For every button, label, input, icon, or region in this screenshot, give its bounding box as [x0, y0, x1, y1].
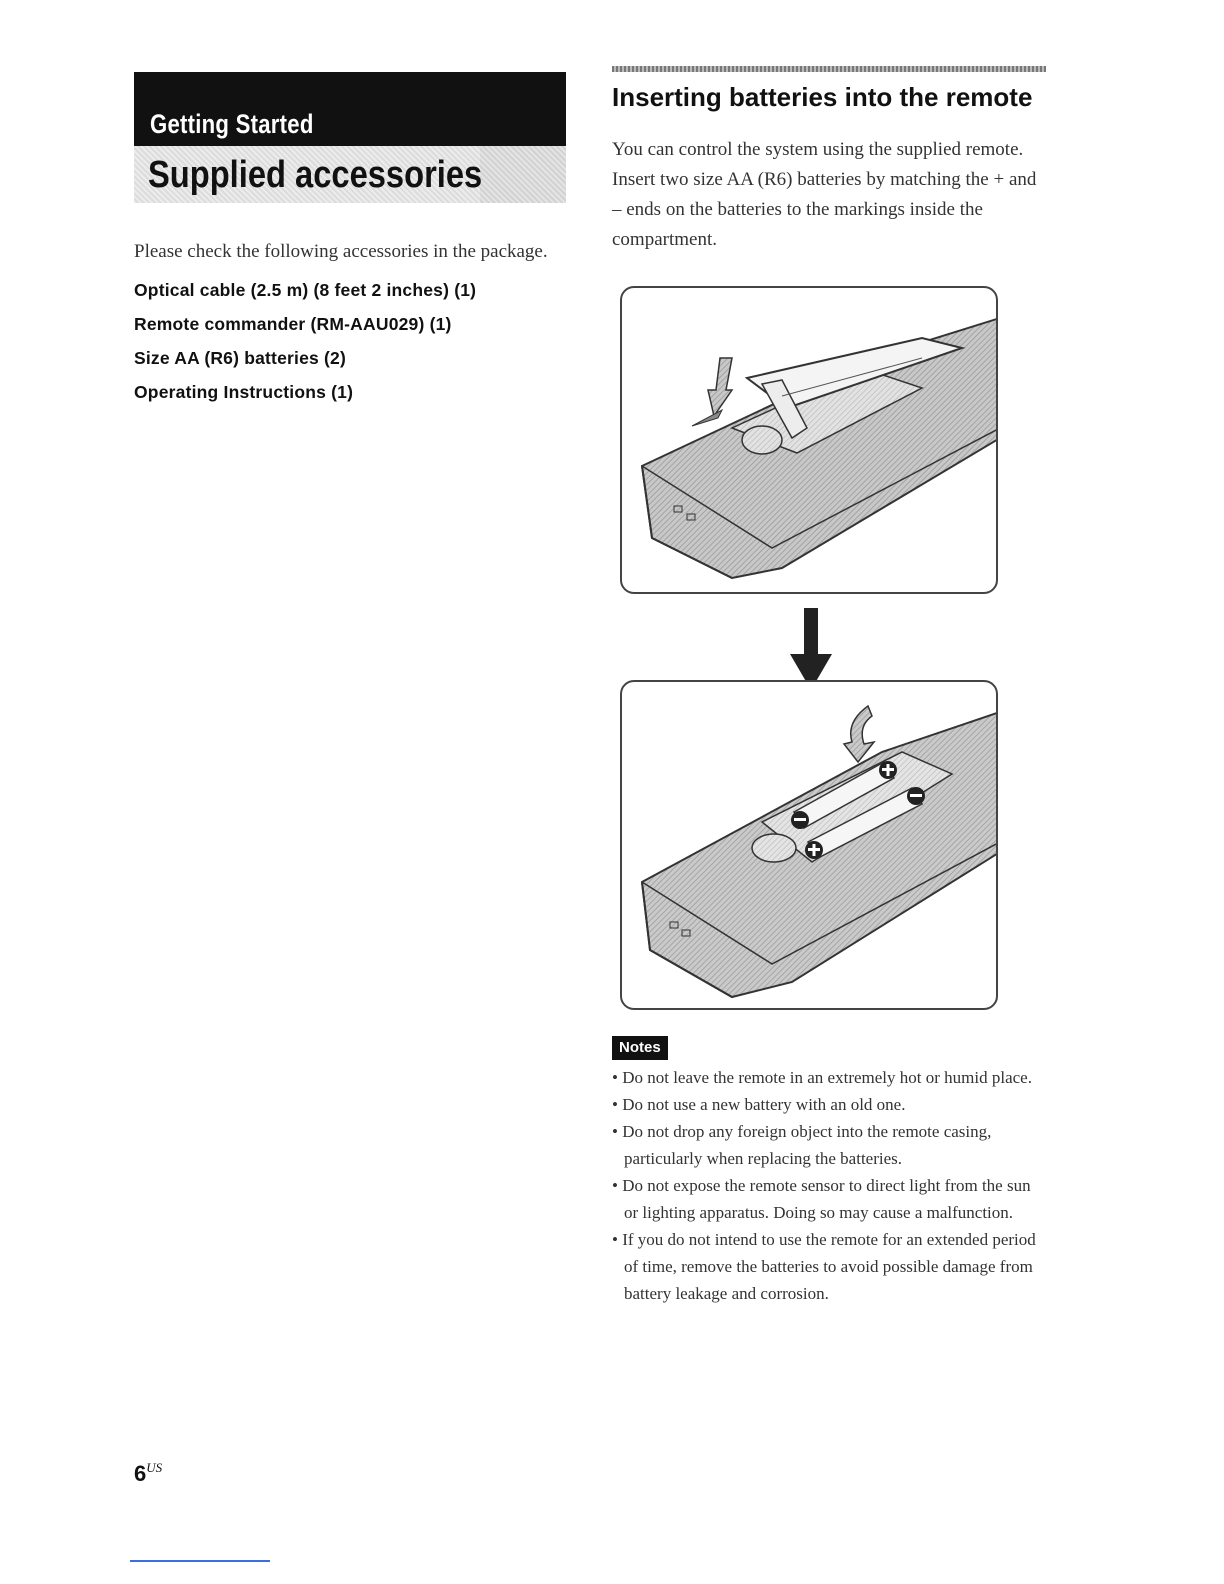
page-number: [134, 1460, 162, 1487]
page-title: Supplied accessories: [148, 154, 483, 196]
remote-open-drawing: [622, 288, 998, 594]
arrow-down-icon: [790, 608, 832, 690]
note-item: • Do not expose the remote sensor to direct light from the sun or lighting apparatus. Doing so may cause a malfunction.: [612, 1172, 1048, 1226]
page-number-value: 6: [134, 1461, 147, 1486]
accessory-item: Size AA (R6) batteries (2): [134, 348, 347, 368]
section-title: Inserting batteries into the remote: [612, 82, 1033, 112]
notes-list: [612, 1064, 1048, 1307]
notes-badge: Notes: [612, 1036, 668, 1060]
remote-open-illustration: [620, 286, 998, 594]
note-item: • Do not use a new battery with an old one.: [612, 1091, 1048, 1118]
accessory-item: Optical cable (2.5 m) (8 feet 2 inches) (1): [134, 280, 477, 300]
accessory-item: Remote commander (RM-AAU029) (1): [134, 314, 452, 334]
right-column: [612, 66, 1046, 255]
batteries-inserted-illustration: [620, 680, 998, 1010]
title-banner: [134, 146, 566, 203]
accessory-item: Operating Instructions (1): [134, 382, 354, 402]
intro-text: Please check the following accessories in the package.: [134, 241, 548, 262]
section-label: Getting Started: [150, 109, 314, 139]
accessories-list: [134, 273, 566, 409]
page-number-suffix: US: [146, 1460, 163, 1475]
section-rule: [612, 66, 1046, 72]
section-banner: [134, 72, 566, 146]
note-item: • If you do not intend to use the remote for an extended period of time, remove the batteries to avoid possible damage from battery leakage and corrosion.: [612, 1226, 1048, 1307]
note-item: • Do not drop any foreign object into the remote casing, particularly when replacing the batteries.: [612, 1118, 1048, 1172]
footer-line: [130, 1560, 270, 1562]
batteries-drawing: [622, 682, 998, 1010]
left-column: [134, 72, 566, 409]
instructions-text: You can control the system using the supplied remote. Insert two size AA (R6) batteries by matching the + and – ends on the batteries to the markings inside the compartment.: [612, 139, 1037, 250]
note-item: • Do not leave the remote in an extremely hot or humid place.: [612, 1064, 1048, 1091]
